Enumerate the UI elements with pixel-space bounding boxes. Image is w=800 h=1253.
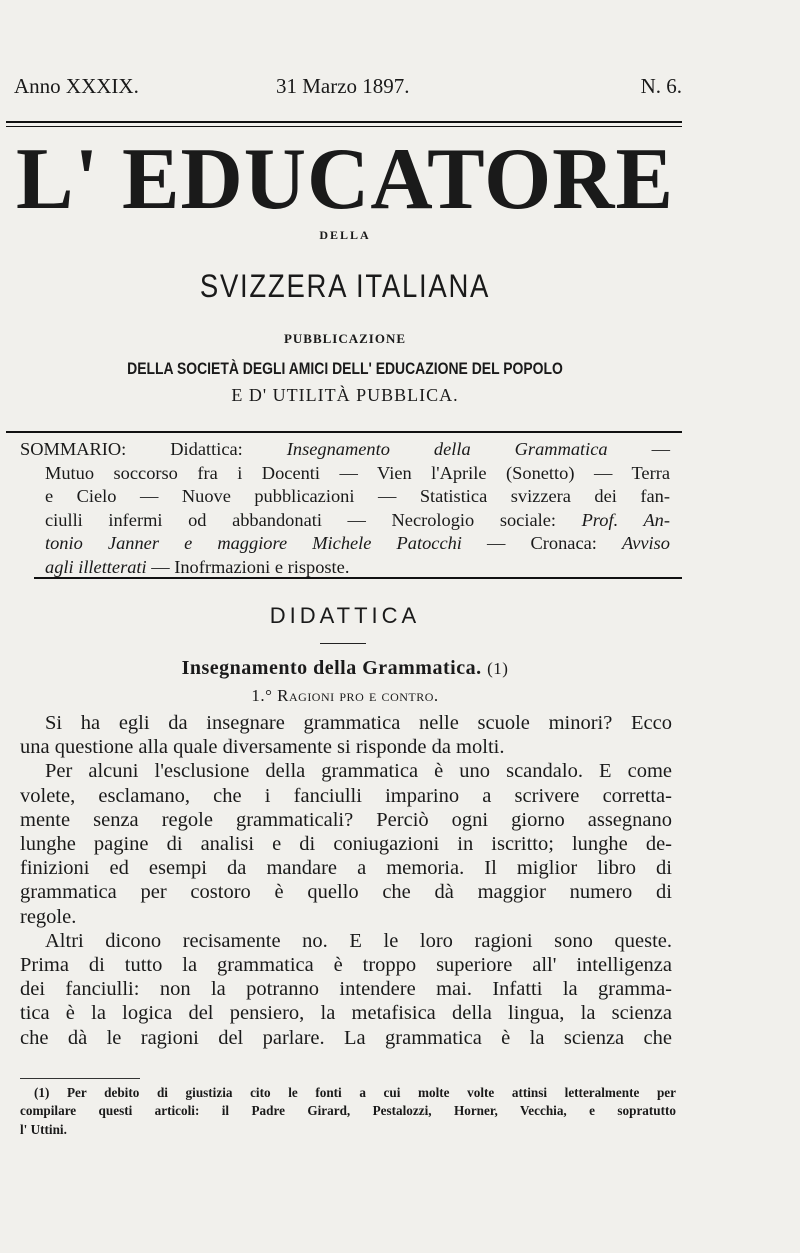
sommario-italic: Insegnamento della Grammatica <box>286 439 608 459</box>
sommario-italic: agli illetterati <box>45 556 147 577</box>
body-line: lunghe pagine di analisi e di coniugazioni in iscritto; lunghe de- <box>20 833 672 856</box>
sommario-line <box>20 438 670 462</box>
masthead-della: DELLA <box>319 228 371 242</box>
sommario-line <box>20 532 670 556</box>
body-line: tica è la logica del pensiero, la metafisica della lingua, la scienza <box>20 1002 672 1025</box>
body-line: Prima di tutto la grammatica è troppo superiore all' intelligenza <box>20 954 672 977</box>
body-line: volete, esclamano, che i fanciulli imparino a scrivere corretta- <box>20 784 672 807</box>
sommario-line: Mutuo soccorso fra i Docenti — Vien l'Aprile (Sonetto) — Terra <box>45 462 670 483</box>
section-divider <box>320 643 366 644</box>
header-rule-thin <box>6 126 682 127</box>
issue-header <box>14 74 682 114</box>
masthead-subtitle: SVIZZERA ITALIANA <box>199 268 491 304</box>
footnote-line: (1) Per debito di giustizia cito le fonti a cui molte volte attinsi letteralmente per <box>34 1085 676 1100</box>
article-body <box>20 711 672 1050</box>
masthead-utilita: E D' UTILITÀ PUBBLICA. <box>231 385 459 405</box>
sommario-text: ciulli infermi od abbandonati — Necrologio sociale: <box>45 509 582 530</box>
body-line: Per alcuni l'esclusione della grammatica è uno scandalo. E come <box>45 760 672 783</box>
section-heading: DIDATTICA <box>269 603 421 628</box>
sommario-bottom-rule <box>34 577 682 579</box>
sommario-label: SOMMARIO: Didattica: <box>20 439 287 459</box>
body-line: che dà le ragioni del parlare. La grammatica è la scienza che <box>20 1026 672 1049</box>
issue-number: N. 6. <box>640 74 682 98</box>
footnote-line: l' Uttini. <box>20 1121 67 1137</box>
sommario-italic: tonio Janner e maggiore Michele Patocchi <box>45 533 462 553</box>
sommario-italic: Avviso <box>621 533 670 553</box>
masthead-title: L' EDUCATORE <box>16 131 674 228</box>
sommario-line <box>20 556 670 580</box>
issue-date: 31 Marzo 1897. <box>276 74 410 98</box>
footnote <box>20 1084 676 1139</box>
body-line: una questione alla quale diversamente si risponde da molti. <box>20 736 505 759</box>
body-line: dei fanciulli: non la potranno intendere mai. Infatti la gramma- <box>20 978 672 1001</box>
sommario <box>20 438 670 579</box>
sommario-text: — <box>607 439 670 459</box>
article-subheading: 1.° Ragioni pro e contro. <box>251 686 439 705</box>
body-line: regole. <box>20 905 77 928</box>
sommario-top-rule <box>6 431 682 433</box>
body-line: Si ha egli da insegnare grammatica nelle scuole minori? Ecco <box>45 712 672 734</box>
masthead-pubblicazione: PUBBLICAZIONE <box>283 331 407 346</box>
body-line: mente senza regole grammaticali? Perciò ogni giorno assegnano <box>20 808 672 831</box>
header-rule-thick <box>6 121 682 123</box>
article-title-text: Insegnamento della Grammatica. <box>181 657 482 679</box>
sommario-italic: Prof. An- <box>581 509 670 530</box>
body-line: grammatica per costoro è quello che dà maggior numero di <box>20 881 672 904</box>
masthead-societa: DELLA SOCIETÀ DEGLI AMICI DELL' EDUCAZIONE DEL POPOLO <box>127 359 563 378</box>
sommario-text: — Inofrmazioni e risposte. <box>146 556 350 577</box>
body-line: finizioni ed esempi da mandare a memoria. Il miglior libro di <box>20 857 672 880</box>
issue-year: Anno XXXIX. <box>14 74 139 98</box>
sommario-text: — Cronaca: <box>461 533 622 553</box>
footnote-rule <box>20 1078 140 1079</box>
footnote-line: compilare questi articoli: il Padre Girard, Pestalozzi, Horner, Vecchia, e sopratutto <box>20 1103 676 1119</box>
sommario-line <box>20 509 670 533</box>
sommario-line: e Cielo — Nuove pubblicazioni — Statistica svizzera dei fan- <box>45 486 670 506</box>
body-line: Altri dicono recisamente no. E le loro ragioni sono queste. <box>45 929 672 952</box>
footnote-reference: (1) <box>487 659 509 678</box>
article-title <box>0 657 690 680</box>
